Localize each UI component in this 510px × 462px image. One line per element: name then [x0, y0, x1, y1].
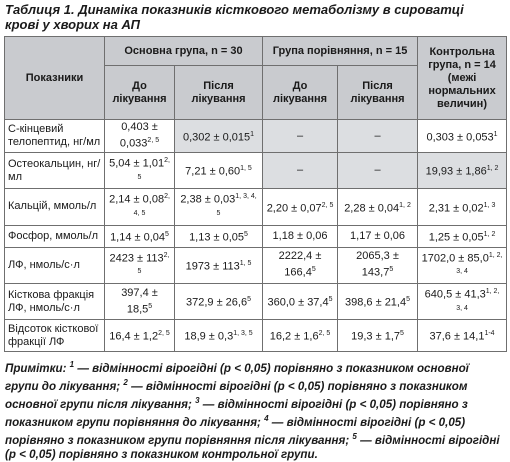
- table-notes: [5, 358, 505, 461]
- cell-superscript: 1: [493, 130, 498, 138]
- cell-superscript: 1, 5: [240, 165, 252, 173]
- note-number: 5: [352, 431, 357, 441]
- cell-value: 398,6 ± 21,4: [345, 296, 407, 309]
- cell-superscript: 5: [400, 330, 404, 338]
- cell-value: 0,403 ± 0,033: [119, 121, 158, 150]
- cell-value: 1702,0 ± 85,0: [421, 252, 489, 265]
- cell-main-after: [175, 120, 263, 153]
- note-text: — відмінності вірогідні (р < 0,05) порівняно з показником групи порівняння після лікування;: [5, 415, 466, 447]
- cell-superscript: 2, 5: [147, 137, 160, 145]
- cell-main-after: [175, 189, 263, 225]
- cell-value: 2065,3 ± 143,7: [356, 250, 399, 280]
- cell-comp-after: [338, 247, 418, 283]
- cell-value: 2,14 ± 0,08: [109, 193, 165, 206]
- table-row: [5, 320, 507, 352]
- cell-superscript: 1, 2: [486, 165, 499, 173]
- cell-superscript: 2, 5: [137, 157, 170, 181]
- cell-superscript: 5: [389, 266, 394, 274]
- cell-superscript: 2, 4, 5: [133, 193, 170, 217]
- table-caption: Таблиця 1. Динаміка показників кісткового метаболізму в сироватці крові у хворих на АП: [5, 2, 464, 32]
- cell-main-before: [105, 283, 175, 319]
- cell-value: –: [374, 129, 381, 142]
- row-label: Кальцій, ммоль/л: [5, 189, 105, 225]
- cell-value: 2222,4 ± 166,4: [278, 250, 322, 280]
- cell-comp-after: [338, 189, 418, 225]
- cell-value: 7,21 ± 0,60: [185, 165, 241, 178]
- cell-value: –: [296, 164, 304, 177]
- cell-value: 1973 ± 113: [185, 260, 240, 273]
- cell-control: [418, 320, 507, 352]
- cell-superscript: 1, 2, 3, 4: [456, 251, 503, 276]
- cell-value: 19,93 ± 1,86: [425, 165, 487, 178]
- cell-main-before: [105, 153, 175, 189]
- note-number: 2: [123, 378, 128, 388]
- header-main-before: До лікування: [105, 66, 175, 120]
- cell-superscript: 5: [165, 230, 169, 238]
- cell-superscript: 1: [250, 130, 255, 138]
- cell-value: 18,9 ± 0,3: [184, 331, 234, 344]
- cell-superscript: 1, 2: [399, 201, 411, 209]
- metabolism-table: [4, 36, 507, 352]
- cell-comp-after: [338, 320, 418, 352]
- cell-superscript: 5: [406, 296, 411, 304]
- cell-value: –: [374, 164, 381, 177]
- cell-superscript: 1, 3, 4, 5: [216, 193, 257, 217]
- cell-main-before: [105, 320, 175, 352]
- table-body: [5, 120, 507, 352]
- table-row: [5, 189, 507, 225]
- cell-superscript: 1, 2: [483, 230, 496, 238]
- row-label: Кісткова фракція ЛФ, нмоль/с·л: [5, 283, 105, 319]
- cell-value: 2,20 ± 0,07: [266, 202, 322, 215]
- notes-prefix: Примітки:: [5, 362, 67, 376]
- cell-superscript: 1, 5: [239, 259, 252, 267]
- cell-control: [418, 283, 507, 319]
- table-row: [5, 120, 507, 153]
- cell-main-before: [105, 225, 175, 247]
- cell-main-after: [175, 283, 263, 319]
- header-comparison-after: Після лікування: [338, 66, 418, 120]
- table-row: [5, 247, 507, 283]
- cell-value: 1,14 ± 0,04: [110, 231, 166, 244]
- cell-main-before: [105, 189, 175, 225]
- cell-main-after: [175, 247, 263, 283]
- cell-superscript: 1, 2, 3, 4: [456, 287, 500, 312]
- note-text: — відмінності вірогідні (р < 0,05) порівняно з показником основної групи до лікування;: [5, 362, 469, 393]
- cell-superscript: 5: [244, 230, 248, 238]
- table-row: [5, 225, 507, 247]
- cell-main-after: [175, 153, 263, 189]
- cell-value: 397,4 ± 18,5: [121, 286, 158, 316]
- cell-value: 2,38 ± 0,03: [180, 193, 236, 206]
- header-main-group: Основна група, n = 30: [105, 37, 263, 66]
- row-label: С-кінцевий телопептид, нг/мл: [5, 120, 105, 153]
- cell-superscript: 5: [148, 302, 153, 310]
- header-comparison-group: Група порівняння, n = 15: [263, 37, 418, 66]
- row-label: Остеокальцин, нг/мл: [5, 153, 105, 189]
- cell-comp-before: [263, 120, 338, 153]
- cell-comp-after: [338, 225, 418, 247]
- cell-value: 1,18 ± 0,06: [272, 229, 328, 242]
- row-label: Фосфор, ммоль/л: [5, 225, 105, 247]
- note-number: 4: [264, 413, 269, 423]
- cell-value: 0,303 ± 0,053: [426, 131, 494, 144]
- row-label: Відсоток кісткової фракції ЛФ: [5, 320, 105, 352]
- header-main-after: Після лікування: [175, 66, 263, 120]
- cell-control: [418, 120, 507, 153]
- cell-value: 16,2 ± 1,6: [269, 331, 319, 344]
- cell-control: [418, 189, 507, 225]
- note-text: — відмінності вірогідні (р < 0,05) порівняно з показником контрольної групи.: [5, 433, 500, 461]
- cell-value: 1,13 ± 0,05: [189, 231, 245, 244]
- header-comparison-before: До лікування: [263, 66, 338, 120]
- note-number: 3: [195, 395, 200, 405]
- cell-value: 0,302 ± 0,015: [182, 131, 251, 144]
- header-indicators: Показники: [5, 37, 105, 120]
- note-text: — відмінності вірогідні (р < 0,05) порівняно з показником основної групи після лікування;: [5, 379, 468, 411]
- cell-superscript: 2, 5: [158, 330, 170, 338]
- cell-value: 2,28 ± 0,04: [344, 202, 400, 215]
- table-row: [5, 283, 507, 319]
- cell-value: 2423 ± 113: [109, 252, 164, 265]
- note-number: 1: [69, 360, 75, 370]
- cell-superscript: 2, 5: [137, 251, 170, 276]
- cell-control: [418, 225, 507, 247]
- cell-comp-before: [263, 225, 338, 247]
- cell-value: –: [296, 129, 304, 142]
- cell-value: 5,04 ± 1,01: [109, 157, 165, 170]
- cell-value: 372,9 ± 26,6: [186, 296, 248, 309]
- cell-value: 37,6 ± 14,1: [429, 331, 485, 344]
- cell-superscript: 5: [328, 296, 333, 304]
- cell-superscript: 1, 3, 5: [233, 330, 253, 338]
- cell-control: [418, 153, 507, 189]
- cell-superscript: 5: [247, 296, 251, 304]
- cell-control: [418, 247, 507, 283]
- cell-value: 640,5 ± 41,3: [424, 288, 486, 301]
- cell-value: 1,17 ± 0,06: [350, 229, 405, 242]
- cell-main-after: [175, 320, 263, 352]
- cell-comp-before: [263, 283, 338, 319]
- cell-comp-before: [263, 247, 338, 283]
- cell-value: 2,31 ± 0,02: [428, 202, 484, 215]
- table-row: [5, 153, 507, 189]
- cell-comp-before: [263, 153, 338, 189]
- cell-main-after: [175, 225, 263, 247]
- cell-comp-after: [338, 120, 418, 153]
- cell-main-before: [105, 247, 175, 283]
- cell-superscript: 2, 5: [321, 201, 334, 209]
- cell-value: 16,4 ± 1,2: [109, 331, 159, 344]
- cell-comp-after: [338, 153, 418, 189]
- cell-comp-after: [338, 283, 418, 319]
- cell-value: 1,25 ± 0,05: [428, 231, 484, 244]
- cell-comp-before: [263, 189, 338, 225]
- row-label: ЛФ, нмоль/с·л: [5, 247, 105, 283]
- cell-superscript: 1-4: [484, 330, 495, 338]
- cell-superscript: 1, 3: [483, 201, 496, 209]
- cell-superscript: 2, 5: [318, 330, 331, 338]
- cell-comp-before: [263, 320, 338, 352]
- header-control-group: Контрольна група, n = 14 (межі нормальних величин): [418, 37, 507, 120]
- cell-value: 19,3 ± 1,7: [351, 331, 400, 344]
- note-text: — відмінності вірогідні (р < 0,05) порівняно з показником групи порівняння до лікування;: [5, 397, 468, 429]
- cell-value: 360,0 ± 37,4: [267, 296, 329, 309]
- cell-superscript: 5: [311, 266, 316, 274]
- cell-main-before: [105, 120, 175, 153]
